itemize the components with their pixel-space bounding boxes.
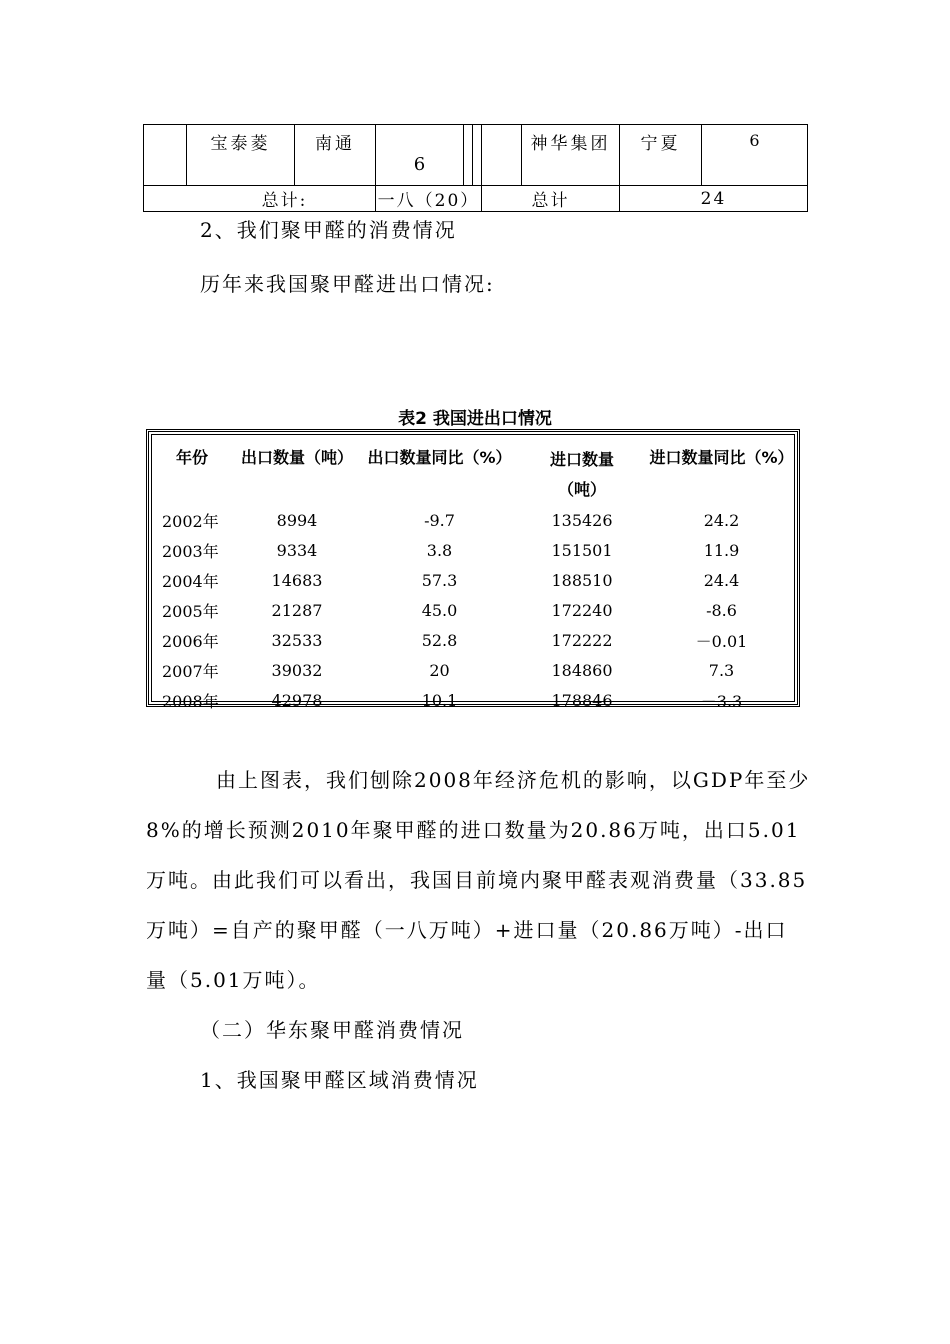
table-cell [464, 125, 473, 186]
analysis-line: 量（5.01万吨）。 [146, 968, 321, 992]
table-cell: -9.7 [424, 510, 455, 530]
table-cell: 10.1 [421, 690, 458, 710]
table-cell: 39032 [271, 660, 323, 680]
table-cell: 172240 [551, 600, 613, 620]
table-row [152, 565, 796, 595]
table-cell: 42978 [271, 690, 323, 710]
table-cell: 2003年 [162, 541, 219, 561]
table-cell [473, 125, 482, 186]
table-cell: 24.2 [703, 510, 740, 530]
table-cell [144, 125, 187, 186]
capacity-cell: 6 [376, 125, 464, 186]
company-name-cell: 神华集团 [522, 125, 620, 186]
table-cell: 32533 [271, 630, 323, 650]
table-cell: -8.6 [706, 600, 737, 620]
table-cell: 188510 [551, 570, 613, 590]
total-label-cell: 总计: [144, 186, 376, 212]
table-cell: 7.3 [708, 660, 735, 680]
analysis-line: 8%的增长预测2010年聚甲醛的进口数量为20.86万吨，出口5.01 [146, 818, 801, 842]
table-cell: 178846 [551, 690, 613, 710]
capacity-table [143, 124, 808, 212]
table-cell: 2007年 [162, 661, 219, 681]
analysis-line: 由上图表，我们刨除2008年经济危机的影响，以GDP年至少 [216, 768, 811, 792]
region-cell: 宁夏 [620, 125, 702, 186]
table-cell: 9334 [276, 540, 318, 560]
total-value-cell: 一八（20） [376, 186, 482, 212]
table-cell: 20 [429, 660, 450, 680]
region-cell: 南通 [295, 125, 376, 186]
column-header: 出口数量同比（%） [367, 448, 512, 467]
table-cell: 24.4 [703, 570, 740, 590]
table-cell: 2008年 [162, 691, 219, 711]
table-cell: 11.9 [703, 540, 740, 560]
table-cell: 14683 [271, 570, 323, 590]
table-cell: －0.01 [695, 631, 748, 651]
table-row [152, 595, 796, 625]
table-caption: 表2 我国进出口情况 [398, 409, 552, 429]
total-value-cell: 24 [620, 186, 808, 212]
column-header-text: 进口数量（吨） [549, 450, 614, 499]
table-cell: 2004年 [162, 571, 219, 591]
column-header: 出口数量（吨） [240, 448, 353, 467]
table-cell: 57.3 [421, 570, 458, 590]
column-header: 年份 [175, 448, 208, 467]
company-name-cell: 宝泰菱 [187, 125, 295, 186]
section-heading-consumption: 2、我们聚甲醛的消费情况 [200, 218, 457, 242]
total-label-cell: 总计 [482, 186, 620, 212]
table-cell: 184860 [551, 660, 613, 680]
table-cell: 135426 [551, 510, 613, 530]
table-cell: 8994 [276, 510, 318, 530]
table-cell [482, 125, 522, 186]
analysis-line: 万吨）=自产的聚甲醛（一八万吨）+进口量（20.86万吨）-出口 [146, 918, 788, 942]
import-export-table-frame [146, 429, 800, 711]
table-cell: 45.0 [421, 600, 458, 620]
table-cell: 2006年 [162, 631, 219, 651]
section-heading-east-china: （二）华东聚甲醛消费情况 [200, 1018, 464, 1042]
table-cell: 2005年 [162, 601, 219, 621]
table-cell: 52.8 [421, 630, 458, 650]
table-row [152, 625, 796, 655]
table-row [152, 505, 796, 535]
capacity-cell: 6 [702, 125, 808, 186]
table-cell: 2002年 [162, 511, 219, 531]
column-header [517, 435, 647, 505]
section-heading-regional: 1、我国聚甲醛区域消费情况 [200, 1068, 479, 1092]
table-cell: 3.8 [426, 540, 453, 560]
analysis-line: 万吨。由此我们可以看出，我国目前境内聚甲醛表观消费量（33.85 [146, 868, 808, 892]
intro-line: 历年来我国聚甲醛进出口情况: [200, 272, 495, 296]
table-cell: 172222 [551, 630, 613, 650]
table-cell: －3.3 [700, 691, 743, 711]
table-cell: 151501 [551, 540, 613, 560]
table-row [152, 535, 796, 565]
table-row [152, 655, 796, 685]
table-row [152, 685, 796, 715]
table-cell: 21287 [271, 600, 323, 620]
import-export-table [152, 435, 796, 715]
column-header: 进口数量同比（%） [649, 448, 794, 467]
